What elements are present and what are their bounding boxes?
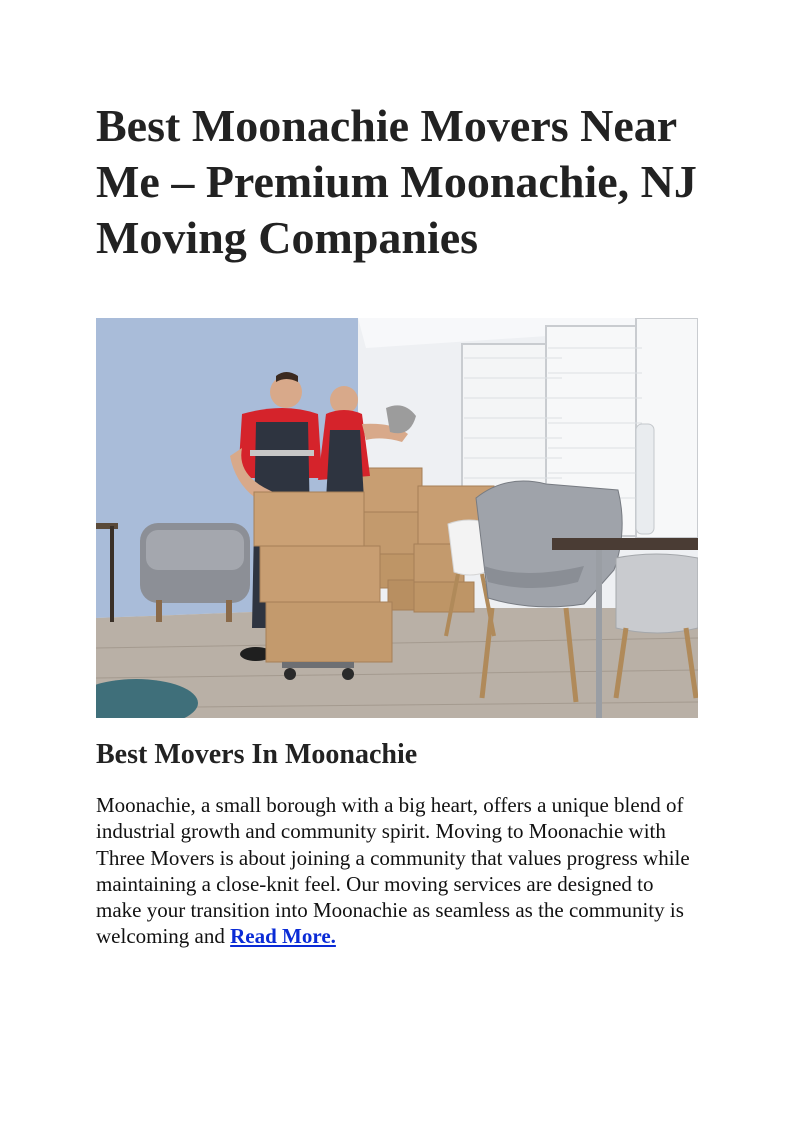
hero-image — [96, 318, 698, 718]
read-more-link[interactable]: Read More. — [230, 924, 336, 949]
body-paragraph — [96, 792, 698, 950]
body-text: Moonachie, a small borough with a big heart, offers a unique blend of industrial growth and community spirit. Moving to Moonachie with Three Movers is about joining a community that values progress while maintaining a close-knit feel. Our moving services are designed to make your transition into Moonachie as seamless as the community is welcoming and — [96, 793, 690, 949]
section-heading: Best Movers In Moonachie — [96, 739, 418, 770]
page-title: Best Moonachie Movers Near Me – Premium Moonachie, NJ Moving Companies — [96, 100, 697, 263]
